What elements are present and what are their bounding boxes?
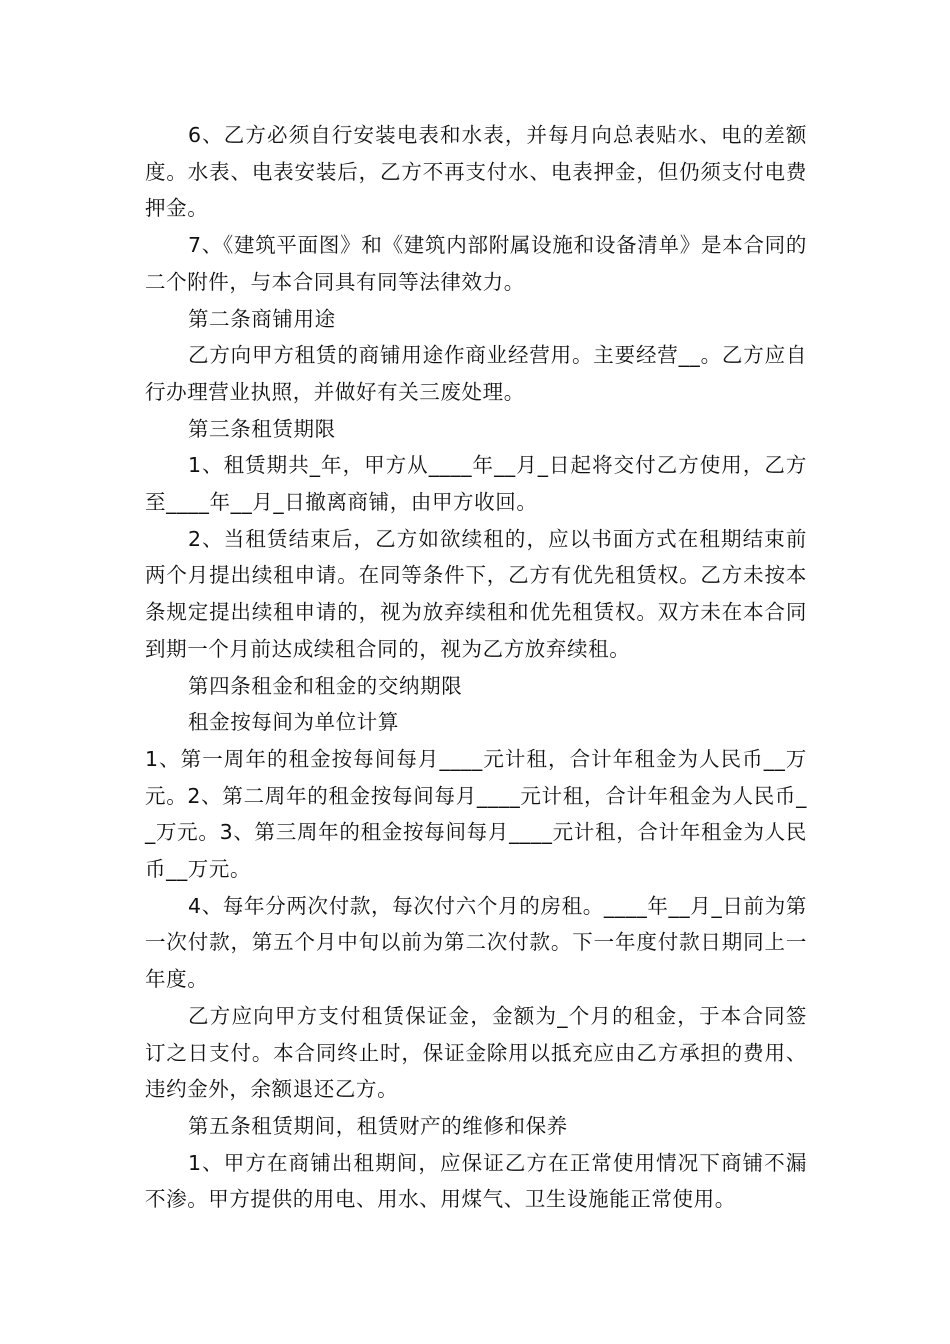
paragraph-term-1: 1、租赁期共_年，甲方从____年__月_日起将交付乙方使用，乙方至____年__月_日撤离商铺，由甲方收回。 <box>145 453 807 515</box>
paragraph-deposit: 乙方应向甲方支付租赁保证金，金额为_个月的租金，于本合同签订之日支付。本合同终止时，保证金除用以抵充应由乙方承担的费用、违约金外，余额退还乙方。 <box>145 1003 807 1102</box>
paragraph-clause-7: 7、《建筑平面图》和《建筑内部附属设施和设备清单》是本合同的二个附件，与本合同具有同等法律效力。 <box>145 233 807 294</box>
section-heading-2: 第二条商铺用途 <box>188 306 336 331</box>
paragraph-rent-years: 1、第一周年的租金按每间每月____元计租，合计年租金为人民币__万元。2、第二周年的租金按每间每月____元计租，合计年租金为人民币__万元。3、第三周年的租金按每间每月____元计租，合计年租金为人民币__万元。 <box>145 746 807 882</box>
paragraph-clause-6: 6、乙方必须自行安装电表和水表，并每月向总表贴水、电的差额度。水表、电表安装后，乙方不再支付水、电表押金，但仍须支付电费押金。 <box>145 123 807 221</box>
paragraph-rent-payment: 4、每年分两次付款，每次付六个月的房租。____年__月_日前为第一次付款，第五个月中旬以前为第二次付款。下一年度付款日期同上一年度。 <box>145 893 807 992</box>
section-heading-4: 第四条租金和租金的交纳期限 <box>188 673 463 698</box>
paragraph-term-2: 2、当租赁结束后，乙方如欲续租的，应以书面方式在租期结束前两个月提出续租申请。在同等条件下，乙方有优先租赁权。乙方未按本条规定提出续租申请的，视为放弃续租和优先租赁权。双方未在本合同到期一个月前达成续租合同的，视为乙方放弃续租。 <box>145 526 807 661</box>
document-body <box>145 117 807 1218</box>
section-heading-5: 第五条租赁期间，租赁财产的维修和保养 <box>188 1113 568 1138</box>
paragraph-rent-basis: 租金按每间为单位计算 <box>188 710 399 735</box>
section-heading-3: 第三条租赁期限 <box>188 416 336 441</box>
paragraph-maintenance-1: 1、甲方在商铺出租期间，应保证乙方在正常使用情况下商铺不漏不渗。甲方提供的用电、用水、用煤气、卫生设施能正常使用。 <box>145 1150 807 1212</box>
paragraph-usage: 乙方向甲方租赁的商铺用途作商业经营用。主要经营__。乙方应自行办理营业执照，并做好有关三废处理。 <box>145 343 807 404</box>
